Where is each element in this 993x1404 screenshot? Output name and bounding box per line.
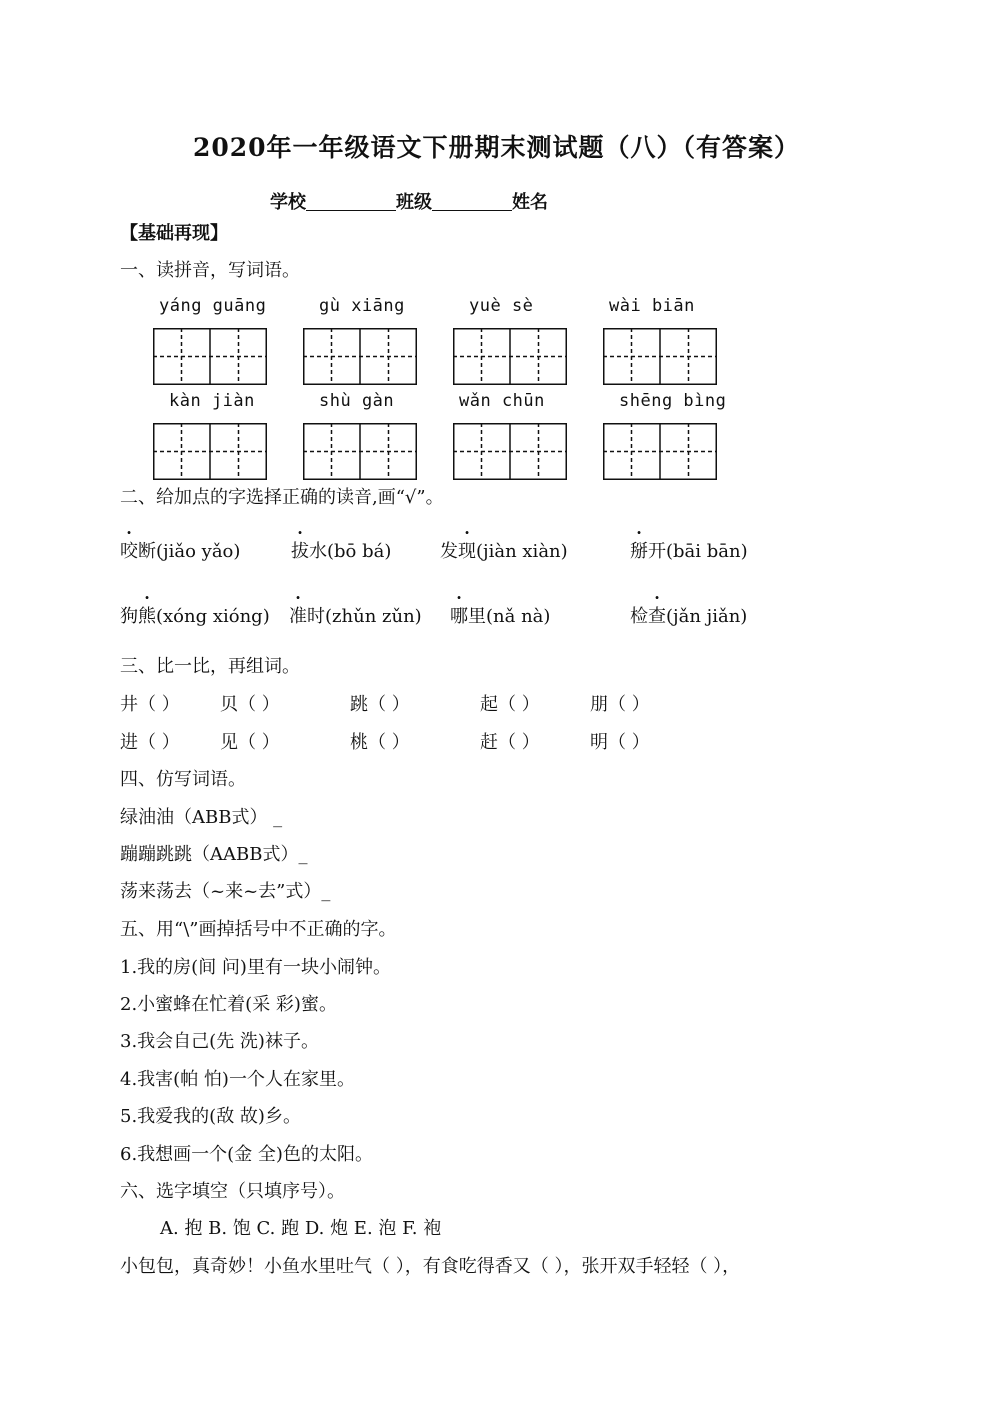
reading-item-2[interactable]: 拔水(bō bá) [291,541,392,562]
writing-grid-7[interactable] [453,423,567,480]
reading-item-7[interactable]: 哪里(nǎ nà) [450,606,551,627]
imitation-line[interactable]: 蹦蹦跳跳（AABB式）_ [120,844,308,865]
pinyin-5: kàn jiàn [169,391,255,411]
pinyin-1: yáng guāng [159,296,267,316]
school-label: 学校 [270,192,306,213]
pinyin-7: wǎn chūn [459,391,545,411]
q2-heading: 二、给加点的字选择正确的读音,画“√”。 [120,487,444,508]
writing-grid-1[interactable] [153,328,267,385]
pinyin-2: gù xiāng [319,296,405,316]
fill-in-text[interactable]: 小包包，真奇妙！小鱼水里吐气（ ），有食吃得香又（ ），张开双手轻轻（ ）， [120,1256,741,1277]
class-label: 班级 [396,192,432,213]
writing-grid-6[interactable] [303,423,417,480]
q1-heading: 一、读拼音，写词语。 [120,260,300,281]
correction-sentence[interactable]: 6.我想画一个(金 全)色的太阳。 [120,1144,373,1165]
pinyin-4: wài biān [609,296,695,316]
correction-sentence[interactable]: 5.我爱我的(敌 故)乡。 [120,1106,301,1127]
reading-item-1[interactable]: 咬断(jiǎo yǎo) [120,541,241,562]
correction-sentence[interactable]: 4.我害(帕 怕)一个人在家里。 [120,1069,355,1090]
compare-cell[interactable]: 桃（ ） [350,732,410,753]
page-title: 2020年一年级语文下册期末测试题（八）（有答案） [192,133,801,162]
reading-item-4[interactable]: 掰开(bāi bān) [630,541,748,562]
compare-cell[interactable]: 赶（ ） [480,732,540,753]
correction-sentence[interactable]: 2.小蜜蜂在忙着(采 彩)蜜。 [120,994,337,1015]
q3-heading: 三、比一比，再组词。 [120,656,300,677]
reading-item-3[interactable]: 发现(jiàn xiàn) [440,541,568,562]
pinyin-6: shù gàn [319,391,395,411]
compare-cell[interactable]: 跳（ ） [350,694,410,715]
q5-heading: 五、用“\”画掉括号中不正确的字。 [120,919,397,940]
correction-sentence[interactable]: 1.我的房(间 问)里有一块小闹钟。 [120,957,391,978]
imitation-line[interactable]: 荡来荡去（~来~去”式）_ [120,881,331,902]
compare-cell[interactable]: 起（ ） [480,694,540,715]
school-blank[interactable] [306,210,396,211]
pinyin-3: yuè sè [469,296,534,316]
section-label: 【基础再现】 [120,223,228,244]
name-label: 姓名 [512,192,548,213]
pinyin-8: shēng bìng [619,391,727,411]
student-info-line [270,188,548,214]
writing-grid-2[interactable] [303,328,417,385]
compare-cell[interactable]: 井（ ） [120,694,180,715]
choice-options: A. 抱 B. 饱 C. 跑 D. 炮 E. 泡 F. 袍 [160,1218,442,1239]
writing-grid-4[interactable] [603,328,717,385]
imitation-line[interactable]: 绿油油（ABB式） _ [120,807,283,828]
compare-cell[interactable]: 进（ ） [120,732,180,753]
q4-heading: 四、仿写词语。 [120,769,246,790]
compare-cell[interactable]: 见（ ） [220,732,280,753]
writing-grid-8[interactable] [603,423,717,480]
q6-heading: 六、选字填空（只填序号）。 [120,1181,345,1202]
reading-item-8[interactable]: 检查(jǎn jiǎn) [630,606,748,627]
compare-cell[interactable]: 明（ ） [590,732,650,753]
writing-grid-5[interactable] [153,423,267,480]
class-blank[interactable] [432,210,512,211]
reading-item-6[interactable]: 准时(zhǔn zǔn) [289,606,422,627]
writing-grid-3[interactable] [453,328,567,385]
correction-sentence[interactable]: 3.我会自己(先 洗)袜子。 [120,1031,319,1052]
compare-cell[interactable]: 贝（ ） [220,694,280,715]
compare-cell[interactable]: 朋（ ） [590,694,650,715]
reading-item-5[interactable]: 狗熊(xóng xióng) [120,606,270,627]
